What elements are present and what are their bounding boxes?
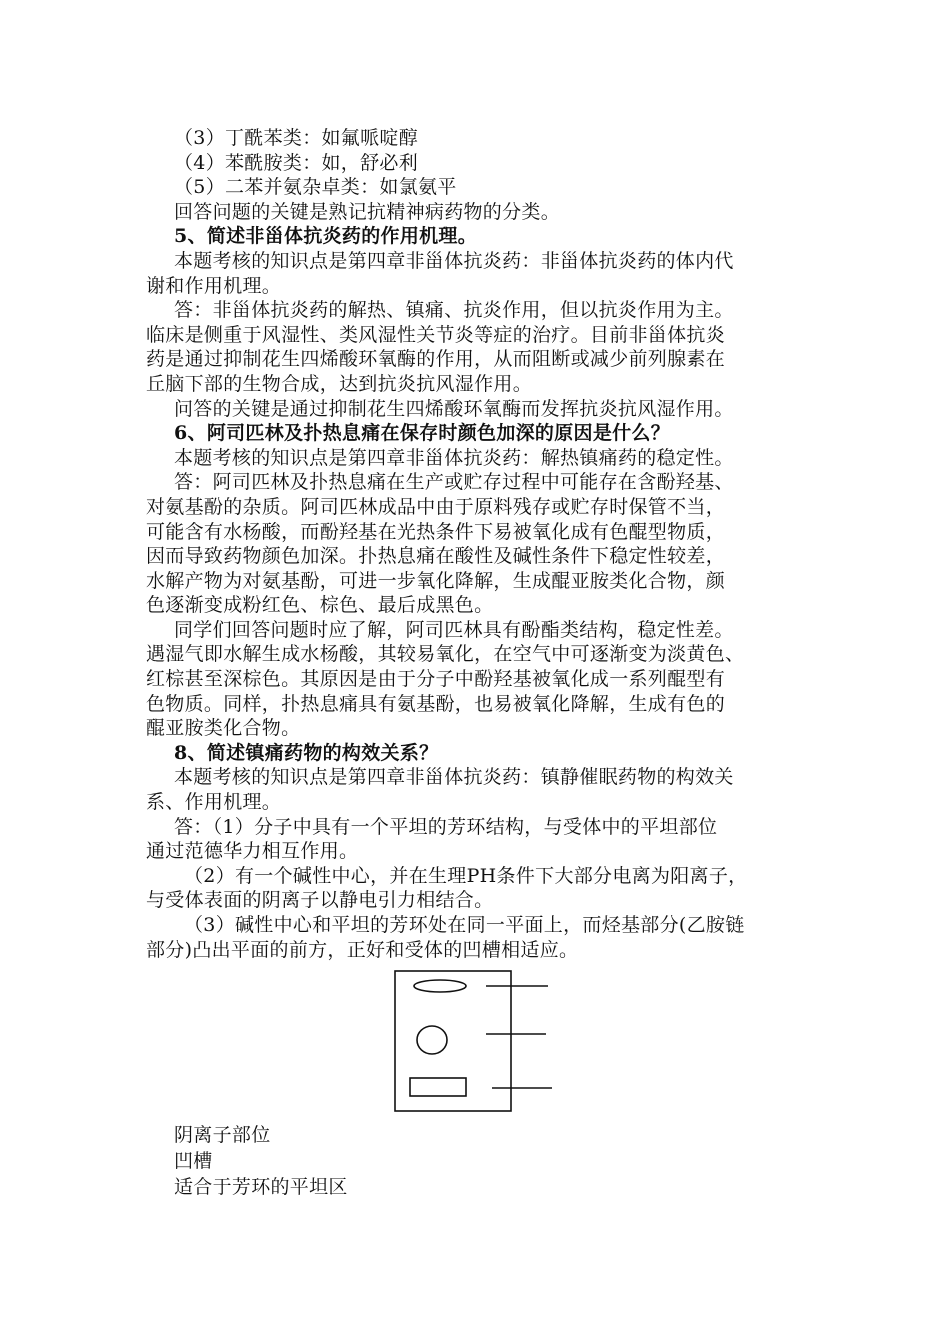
text-line: 丘脑下部的生物合成，达到抗炎抗风湿作用。: [146, 372, 533, 395]
figure-labels: [174, 1122, 348, 1200]
label-flat-region: 适合于芳环的平坦区: [174, 1176, 348, 1198]
text-line: （5）二苯并氨杂卓类：如氯氨平: [174, 176, 457, 199]
text-line: 醌亚胺类化合物。: [146, 717, 301, 740]
cavity-shape: [417, 1026, 447, 1054]
text-line: 本题考核的知识点是第四章非甾体抗炎药：镇静催眠药物的构效关: [174, 766, 734, 789]
question-heading: 5、简述非甾体抗炎药的作用机理。: [174, 225, 478, 248]
text-line: 药是通过抑制花生四烯酸环氧酶的作用，从而阻断或减少前列腺素在: [146, 348, 726, 371]
text-line: 因而导致药物颜色加深。扑热息痛在酸性及碱性条件下稳定性较差，: [146, 545, 726, 568]
text-line: 答：非甾体抗炎药的解热、镇痛、抗炎作用，但以抗炎作用为主。: [174, 299, 734, 322]
label-cavity: 凹槽: [174, 1150, 213, 1172]
text-line: （3）碱性中心和平坦的芳环处在同一平面上，而烃基部分(乙胺链: [184, 914, 745, 936]
text-line: 与受体表面的阴离子以静电引力相结合。: [146, 889, 494, 912]
question-heading: 6、阿司匹林及扑热息痛在保存时颜色加深的原因是什么？: [174, 422, 671, 445]
text-line: 同学们回答问题时应了解，阿司匹林具有酚酯类结构，稳定性差。: [174, 618, 734, 641]
text-line: 答：（1）分子中具有一个平坦的芳环结构，与受体中的平坦部位: [174, 815, 718, 838]
text-line: 对氨基酚的杂质。阿司匹林成品中由于原料残存或贮存时保管不当，: [146, 495, 726, 518]
label-anionic-site: 阴离子部位: [174, 1124, 271, 1146]
text-line: （3）丁酰苯类：如氟哌啶醇: [174, 127, 418, 149]
text-line: 遇湿气即水解生成水杨酸，其较易氧化，在空气中可逐渐变为淡黄色、: [146, 643, 745, 666]
text-line: （4）苯酰胺类：如，舒必利: [174, 151, 418, 174]
text-line: 本题考核的知识点是第四章非甾体抗炎药：非甾体抗炎药的体内代: [174, 249, 734, 272]
text-line: 红棕甚至深棕色。其原因是由于分子中酚羟基被氧化成一系列醌型有: [146, 668, 726, 691]
text-line: 水解产物为对氨基酚，可进一步氧化降解，生成醌亚胺类化合物，颜: [146, 569, 726, 592]
text-line: 可能含有水杨酸，而酚羟基在光热条件下易被氧化成有色醌型物质，: [146, 520, 726, 543]
text-line: （2）有一个碱性中心，并在生理PH条件下大部分电离为阳离子，: [184, 864, 748, 887]
anionic-site-shape: [414, 980, 466, 992]
text-line: 色物质。同样，扑热息痛具有氨基酚，也易被氧化降解，生成有色的: [146, 692, 726, 715]
text-line: 答：阿司匹林及扑热息痛在生产或贮存过程中可能存在含酚羟基、: [174, 471, 734, 494]
text-line: 通过范德华力相互作用。: [146, 840, 359, 863]
text-line: 系、作用机理。: [146, 791, 282, 814]
document-body: [146, 126, 806, 962]
flat-region-shape: [410, 1078, 466, 1096]
receptor-diagram: [394, 970, 556, 1114]
text-line: 色逐渐变成粉红色、棕色、最后成黑色。: [146, 594, 494, 617]
text-line: 问答的关键是通过抑制花生四烯酸环氧酶而发挥抗炎抗风湿作用。: [174, 397, 734, 420]
text-line: 临床是侧重于风湿性、类风湿性关节炎等症的治疗。目前非甾体抗炎: [146, 323, 726, 346]
text-line: 回答问题的关键是熟记抗精神病药物的分类。: [174, 200, 561, 223]
question-heading: 8、简述镇痛药物的构效关系？: [174, 741, 439, 764]
text-line: 部分)凸出平面的前方，正好和受体的凹槽相适应。: [146, 938, 579, 961]
text-line: 本题考核的知识点是第四章非甾体抗炎药：解热镇痛药的稳定性。: [174, 446, 734, 469]
text-line: 谢和作用机理。: [146, 274, 282, 297]
